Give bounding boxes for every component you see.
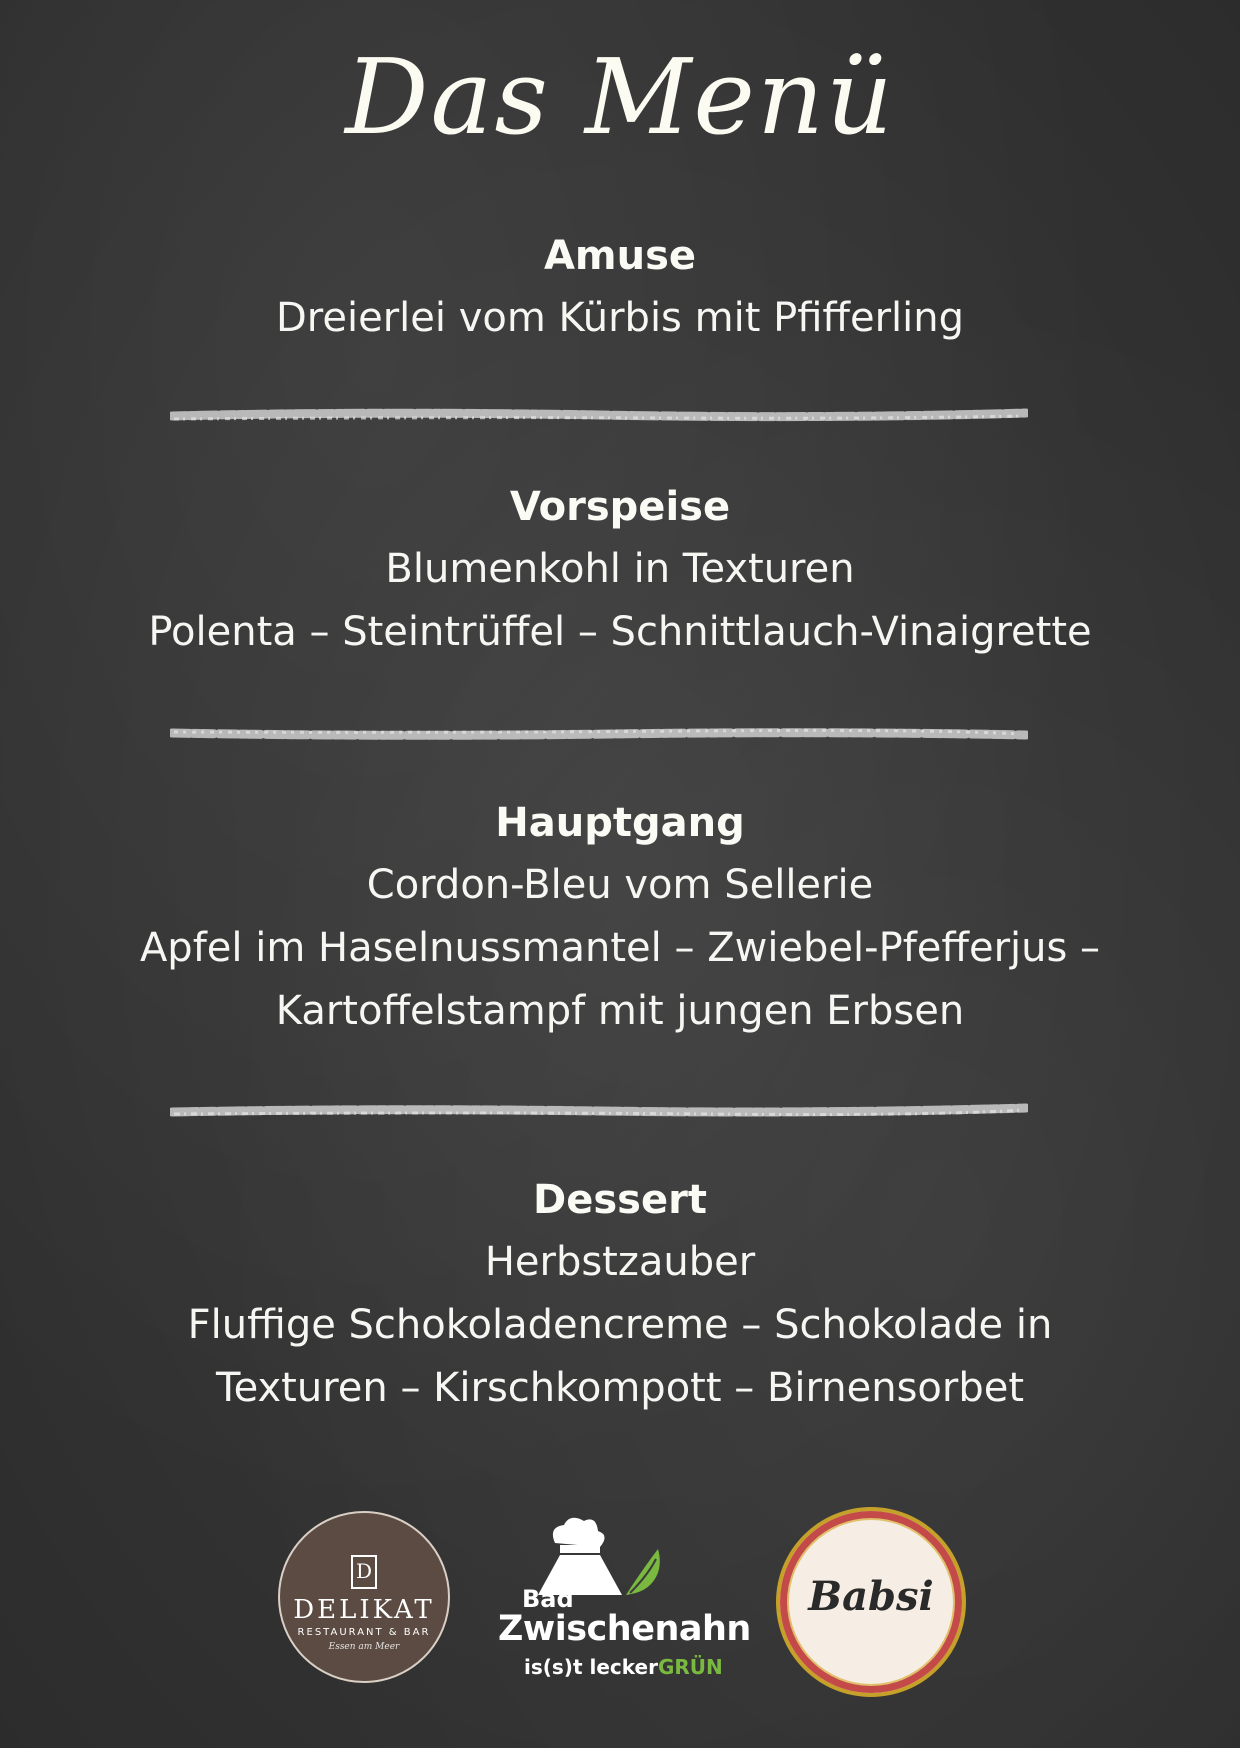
delikat-tagline: Essen am Meer bbox=[328, 1642, 400, 1652]
course-dish: Dreierlei vom Kürbis mit Pfifferling bbox=[276, 295, 964, 341]
delikat-mark: D bbox=[351, 1555, 377, 1589]
chalk-divider bbox=[170, 725, 1028, 743]
sponsor-logos bbox=[0, 1505, 1240, 1695]
bad-zwischenahn-logo bbox=[490, 1505, 750, 1695]
chalk-divider bbox=[170, 407, 1028, 425]
course-name: Vorspeise bbox=[509, 484, 731, 530]
course-dish: Cordon-Bleu vom Sellerie bbox=[366, 862, 874, 908]
course-name: Hauptgang bbox=[495, 800, 745, 846]
delikat-name: DELIKAT bbox=[293, 1595, 435, 1625]
delikat-subtitle: RESTAURANT & BAR bbox=[297, 1627, 431, 1638]
babsi-name: Babsi bbox=[808, 1573, 934, 1620]
course-dish-detail: Polenta – Steintrüffel – Schnittlauch-Vinaigrette bbox=[148, 609, 1092, 655]
menu-title: Das Menü bbox=[345, 36, 895, 158]
course-hauptgang bbox=[0, 792, 1240, 1043]
course-vorspeise bbox=[0, 476, 1240, 664]
course-dish: Herbstzauber bbox=[484, 1239, 756, 1285]
course-dish-detail: Kartoffelstampf mit jungen Erbsen bbox=[275, 988, 965, 1034]
babsi-logo bbox=[780, 1511, 962, 1693]
course-dish-detail: Fluffige Schokoladencreme – Schokolade in bbox=[187, 1302, 1053, 1348]
course-name: Dessert bbox=[533, 1177, 707, 1223]
bz-tagline-accent: GRÜN bbox=[657, 1655, 723, 1679]
bz-tagline-start: is(s)t lecker bbox=[524, 1655, 658, 1679]
bz-prefix: Bad bbox=[522, 1585, 574, 1613]
course-dish: Blumenkohl in Texturen bbox=[385, 546, 855, 592]
course-dessert bbox=[0, 1169, 1240, 1420]
course-name: Amuse bbox=[543, 233, 697, 279]
bz-name: Zwischenahn bbox=[498, 1609, 751, 1649]
course-dish-detail: Texturen – Kirschkompott – Birnensorbet bbox=[215, 1365, 1025, 1411]
course-amuse bbox=[0, 225, 1240, 350]
bz-tagline bbox=[524, 1655, 723, 1679]
course-dish-detail: Apfel im Haselnussmantel – Zwiebel-Pfefferjus – bbox=[139, 925, 1101, 971]
chalk-divider bbox=[170, 1102, 1028, 1120]
delikat-logo bbox=[278, 1511, 450, 1683]
